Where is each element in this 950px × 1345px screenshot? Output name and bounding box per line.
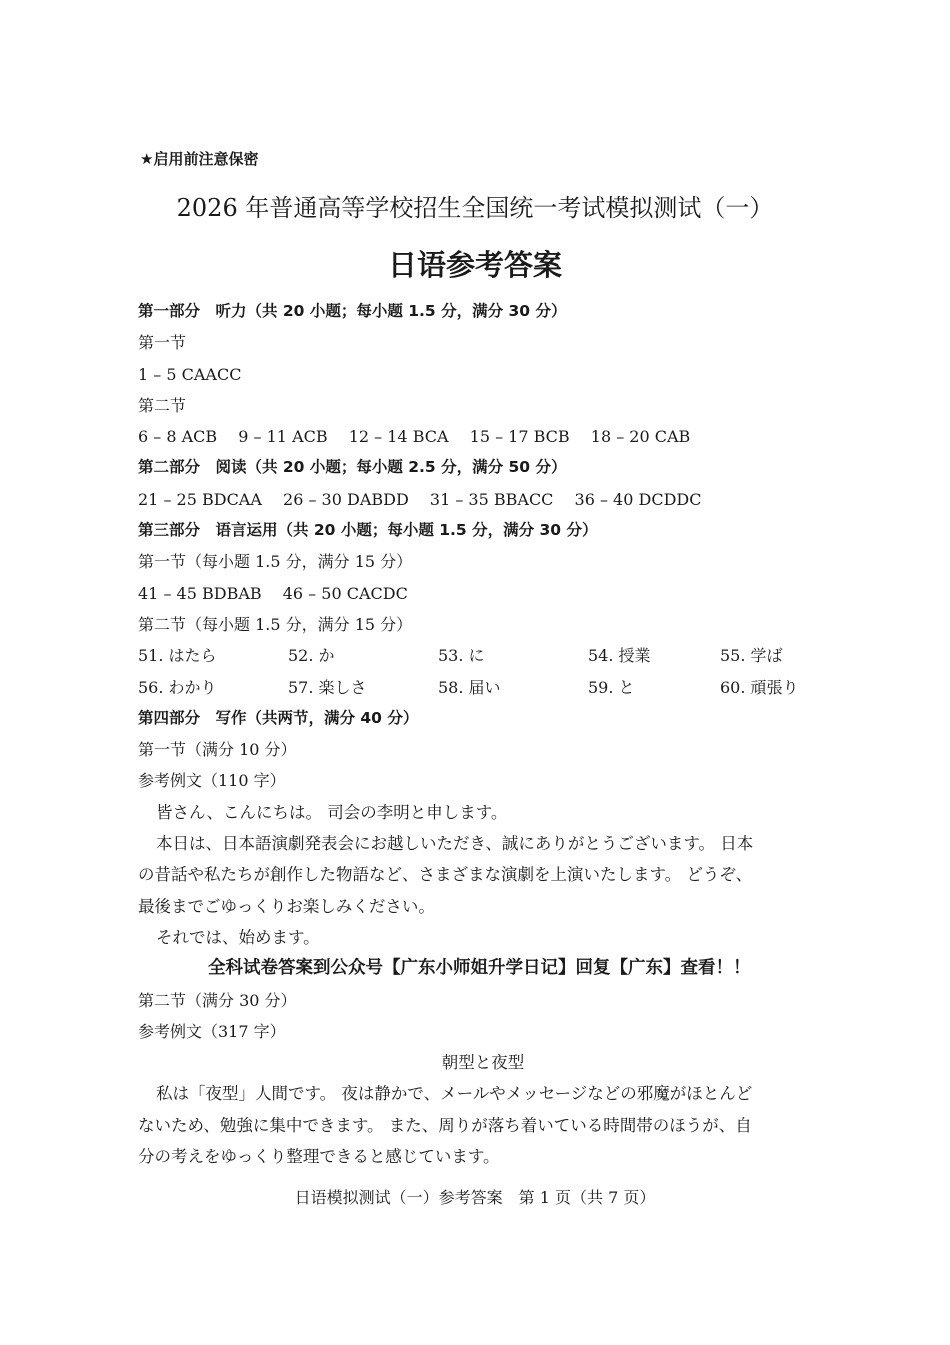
sample-essay-line: の昔話や私たちが創作した物語など、さまざまな演劇を上演いたします。 どうぞ、 <box>138 865 753 885</box>
fill-in-answer: 57. 楽しさ <box>288 677 367 697</box>
part4-section1-reference: 参考例文（110 字） <box>138 771 286 791</box>
essay-line: 分の考えをゆっくり整理できると感じています。 <box>138 1147 500 1167</box>
part3-heading: 第三部分 语言运用（共 20 小题；每小题 1.5 分，满分 30 分） <box>138 521 598 540</box>
part2-heading: 第二部分 阅读（共 20 小题；每小题 2.5 分，满分 50 分） <box>138 458 567 477</box>
answer-group: 41 – 45 BDBAB <box>138 583 262 603</box>
fill-in-answer: 52. か <box>288 646 335 666</box>
part4-section1-label: 第一节（满分 10 分） <box>138 740 297 760</box>
sample-essay-line: 皆さん、こんにちは。 司会の李明と申します。 <box>156 802 508 822</box>
part4-section2-reference: 参考例文（317 字） <box>138 1021 286 1041</box>
answer-group: 36 – 40 DCDDC <box>574 489 702 509</box>
fill-in-answer: 56. わかり <box>138 677 217 697</box>
part3-section2-answers-row2 <box>138 672 828 703</box>
fill-in-answer: 58. 届い <box>438 677 501 697</box>
promo-banner: 全科试卷答案到公众号【广东小师姐升学日记】回复【广东】查看！！ <box>208 958 751 979</box>
part3-section2-label: 第二节（每小题 1.5 分，满分 15 分） <box>138 614 413 634</box>
part3-section2-answers-row1 <box>138 640 828 671</box>
part4-heading: 第四部分 写作（共两节，满分 40 分） <box>138 708 419 727</box>
answer-group: 31 – 35 BBACC <box>429 489 554 509</box>
exam-title: 2026 年普通高等学校招生全国统一考试模拟测试（一） <box>176 194 774 222</box>
page-footer: 日语模拟测试（一）参考答案 第 1 页（共 7 页） <box>294 1188 656 1207</box>
fill-in-answer: 60. 頑張り <box>720 677 799 697</box>
answer-group: 26 – 30 DABDD <box>283 489 409 509</box>
answer-body <box>138 296 828 1172</box>
essay-line: 私は「夜型」人間です。 夜は静かで、メールやメッセージなどの邪魔がほとんど <box>156 1084 753 1104</box>
answer-group: 15 – 17 BCB <box>469 427 570 447</box>
confidential-notice: ★启用前注意保密 <box>140 150 259 168</box>
sample-essay-line: それでは、始めます。 <box>156 927 320 947</box>
part3-section1-answers <box>138 578 828 609</box>
part4-section2-label: 第二节（满分 30 分） <box>138 990 297 1010</box>
answer-group: 9 – 11 ACB <box>238 427 328 447</box>
answer-group: 6 – 8 ACB <box>138 427 218 447</box>
fill-in-answer: 51. はたら <box>138 646 217 666</box>
fill-in-answer: 54. 授業 <box>588 646 651 666</box>
part1-section2-answers <box>138 421 828 452</box>
answer-group: 46 – 50 CACDC <box>282 583 408 603</box>
fill-in-answer: 53. に <box>438 646 485 666</box>
sample-essay-line: 本日は、日本語演劇発表会にお越しいただき、誠にありがとうございます。 日本 <box>156 834 754 854</box>
document-subtitle: 日语参考答案 <box>387 248 562 282</box>
answer-group: 12 – 14 BCA <box>348 427 449 447</box>
part1-section1-label: 第一节 <box>138 333 187 353</box>
part3-section1-label: 第一节（每小题 1.5 分，满分 15 分） <box>138 552 413 572</box>
essay-line: ないため、勉強に集中できます。 また、周りが落ち着いている時間帯のほうが、自 <box>138 1115 752 1135</box>
fill-in-answer: 59. と <box>588 677 635 697</box>
answer-group: 21 – 25 BDCAA <box>138 489 262 509</box>
part1-section2-label: 第二节 <box>138 395 187 415</box>
part2-answers <box>138 484 828 515</box>
essay-title: 朝型と夜型 <box>441 1053 525 1073</box>
sample-essay-line: 最後までごゆっくりお楽しみください。 <box>138 896 435 916</box>
part1-heading: 第一部分 听力（共 20 小题；每小题 1.5 分，满分 30 分） <box>138 302 567 320</box>
part1-section1-answers: 1 – 5 CAACC <box>138 364 242 384</box>
answer-group: 18 – 20 CAB <box>590 427 691 447</box>
fill-in-answer: 55. 学ば <box>720 646 783 666</box>
